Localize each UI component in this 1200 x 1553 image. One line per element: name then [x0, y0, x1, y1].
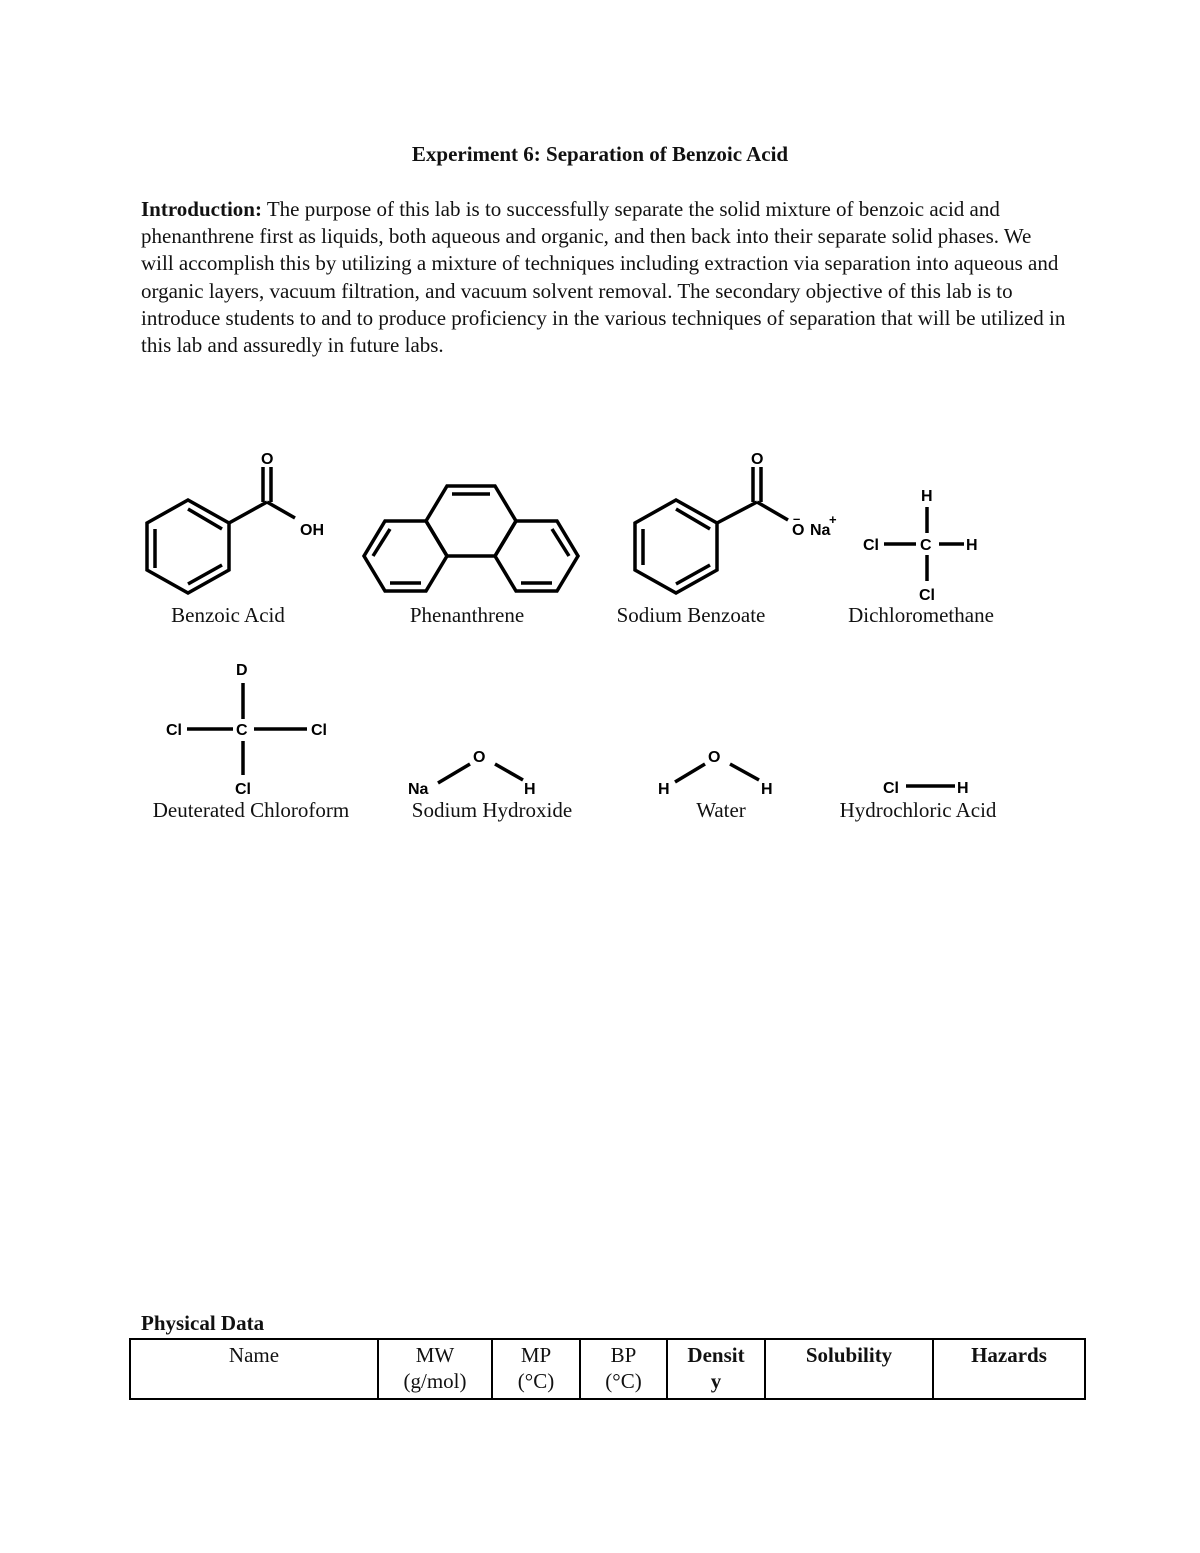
sodium-ion: Na	[810, 522, 831, 539]
deuterium-atom: D	[236, 662, 248, 679]
chlorine-atom: Cl	[235, 781, 251, 798]
oxygen-atom: O	[261, 451, 274, 468]
table-header-row	[130, 1339, 1085, 1399]
hydrogen-atom: H	[957, 780, 969, 797]
introduction-text: The purpose of this lab is to successfully separate the solid mixture of benzoic acid and phenanthrene first as liquids, both aqueous and organic, and then back into their separate solid phases. We will accomplish this by utilizing a mixture of techniques including extraction via separation into aqueous and organic layers, vacuum filtration, and vacuum solvent removal. The secondary objective of this lab is to introduce students to and to produce proficiency in the various techniques of separation that will be utilized in this lab and assuredly in future labs.	[141, 197, 1066, 358]
oxygen-atom: O	[751, 451, 764, 468]
sodium-hydroxide-structure	[405, 740, 555, 800]
chlorine-atom: Cl	[919, 587, 935, 604]
benzoic-acid-structure	[130, 445, 350, 595]
caption-dichloromethane: Dichloromethane	[848, 603, 994, 627]
chlorine-atom: Cl	[166, 722, 182, 739]
caption-deuterated-chloroform: Deuterated Chloroform	[152, 798, 350, 822]
caption-water: Water	[696, 798, 746, 822]
physical-data-heading: Physical Data	[141, 1311, 265, 1335]
hydrogen-atom: H	[658, 781, 670, 798]
carbon-atom: C	[920, 537, 932, 554]
carbon-atom: C	[236, 722, 248, 739]
column-mp: MP (°C)	[492, 1339, 580, 1399]
phenanthrene-structure	[355, 475, 590, 605]
sodium-atom: Na	[408, 781, 429, 798]
chlorine-atom: Cl	[311, 722, 327, 739]
column-name: Name	[130, 1339, 378, 1399]
caption-hydrochloric-acid: Hydrochloric Acid	[839, 798, 997, 822]
caption-benzoic-acid: Benzoic Acid	[171, 603, 285, 627]
caption-phenanthrene: Phenanthrene	[409, 603, 525, 627]
ring-carbon-bond	[229, 502, 267, 523]
introduction-paragraph	[141, 196, 1066, 359]
caption-sodium-benzoate: Sodium Benzoate	[616, 603, 766, 627]
introduction-label: Introduction:	[141, 197, 262, 221]
oxygen-atom: O	[708, 749, 721, 766]
column-bp: BP (°C)	[580, 1339, 667, 1399]
chlorine-atom: Cl	[883, 780, 899, 797]
column-solubility: Solubility	[765, 1339, 933, 1399]
benzene-ring	[147, 500, 229, 593]
column-mw: MW (g/mol)	[378, 1339, 492, 1399]
hydrogen-atom: H	[921, 488, 933, 505]
column-hazards: Hazards	[933, 1339, 1085, 1399]
hydrogen-atom: H	[966, 537, 978, 554]
dichloromethane-structure	[860, 485, 990, 605]
water-structure	[655, 740, 785, 800]
positive-charge: +	[829, 512, 837, 527]
caption-sodium-hydroxide: Sodium Hydroxide	[411, 798, 573, 822]
oxygen-atom: O	[473, 749, 486, 766]
hydroxyl-group: OH	[300, 522, 324, 539]
carboxylate-oxygen: O	[792, 522, 805, 539]
hydrogen-atom: H	[761, 781, 773, 798]
hydrogen-atom: H	[524, 781, 536, 798]
chlorine-atom: Cl	[863, 537, 879, 554]
negative-charge: –	[793, 511, 801, 526]
hydrochloric-acid-structure	[880, 770, 980, 800]
sodium-benzoate-structure	[618, 445, 848, 595]
column-density: Densit y	[667, 1339, 765, 1399]
deuterated-chloroform-structure	[163, 655, 343, 800]
page-title: Experiment 6: Separation of Benzoic Acid	[411, 142, 789, 166]
physical-data-table	[129, 1338, 1086, 1400]
